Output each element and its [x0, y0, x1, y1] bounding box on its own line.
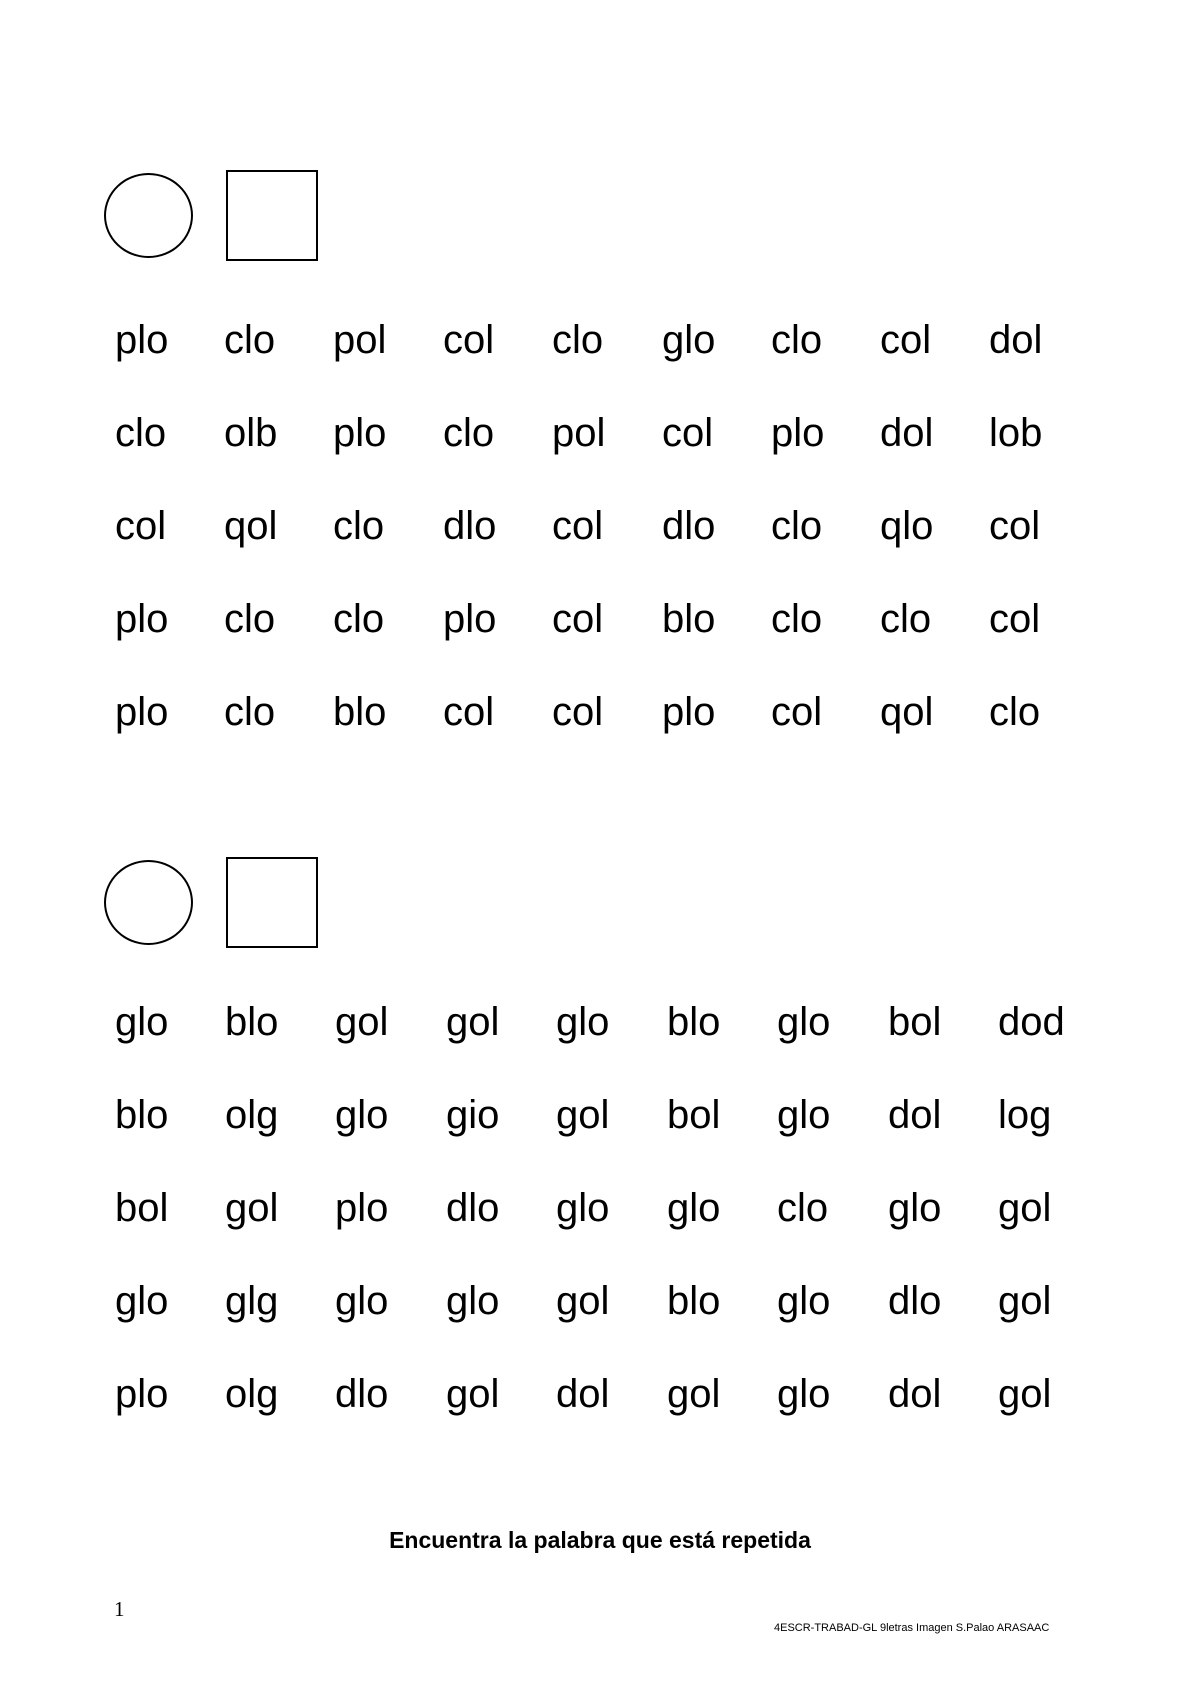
circle-answer-box [104, 860, 193, 945]
word-item: glo [115, 1000, 169, 1044]
word-item: gol [667, 1372, 721, 1416]
word-item: glo [888, 1186, 942, 1230]
footer-credit: 4ESCR-TRABAD-GL 9letras Imagen S.Palao ARASAAC [774, 1622, 1050, 1634]
word-item: bol [888, 1000, 942, 1044]
word-item: clo [989, 690, 1041, 734]
word-item: glo [777, 1279, 831, 1323]
word-item: clo [777, 1186, 829, 1230]
word-item: col [443, 318, 495, 362]
word-item: glo [777, 1000, 831, 1044]
square-answer-box [226, 857, 318, 948]
word-item: clo [333, 597, 385, 641]
word-item: col [115, 504, 167, 548]
word-item: clo [224, 690, 276, 734]
word-item: glo [556, 1000, 610, 1044]
word-item: qol [224, 504, 278, 548]
page-number: 1 [114, 1597, 125, 1621]
word-item: bol [667, 1093, 721, 1137]
word-item: clo [880, 597, 932, 641]
circle-answer-box [104, 173, 193, 258]
word-item: dol [880, 411, 934, 455]
word-item: col [552, 690, 604, 734]
word-item: dlo [888, 1279, 942, 1323]
word-item: gol [998, 1279, 1052, 1323]
word-item: pol [552, 411, 606, 455]
word-item: pol [333, 318, 387, 362]
word-item: glo [777, 1372, 831, 1416]
word-item: dol [556, 1372, 610, 1416]
word-item: lob [989, 411, 1043, 455]
word-item: blo [225, 1000, 279, 1044]
word-item: plo [771, 411, 825, 455]
word-item: blo [667, 1279, 721, 1323]
word-item: glo [667, 1186, 721, 1230]
word-item: blo [662, 597, 716, 641]
word-item: gol [998, 1186, 1052, 1230]
word-item: olb [224, 411, 278, 455]
word-item: col [443, 690, 495, 734]
word-item: plo [115, 318, 169, 362]
word-item: qlo [880, 504, 934, 548]
square-answer-box [226, 170, 318, 261]
word-item: clo [771, 504, 823, 548]
word-item: gol [335, 1000, 389, 1044]
word-item: glo [115, 1279, 169, 1323]
word-item: glo [556, 1186, 610, 1230]
word-item: dol [888, 1372, 942, 1416]
word-item: gol [446, 1000, 500, 1044]
word-item: gol [225, 1186, 279, 1230]
word-item: gol [556, 1279, 610, 1323]
word-item: plo [662, 690, 716, 734]
word-item: plo [333, 411, 387, 455]
word-item: olg [225, 1093, 279, 1137]
word-item: log [998, 1093, 1052, 1137]
word-item: clo [771, 318, 823, 362]
word-item: blo [115, 1093, 169, 1137]
word-item: clo [443, 411, 495, 455]
word-item: plo [443, 597, 497, 641]
word-item: clo [224, 318, 276, 362]
word-item: glo [335, 1279, 389, 1323]
word-item: dod [998, 1000, 1065, 1044]
word-item: glo [662, 318, 716, 362]
word-item: plo [115, 597, 169, 641]
word-item: blo [333, 690, 387, 734]
word-item: bol [115, 1186, 169, 1230]
word-item: clo [224, 597, 276, 641]
word-item: gol [446, 1372, 500, 1416]
word-item: dlo [662, 504, 716, 548]
word-item: qol [880, 690, 934, 734]
word-item: glo [335, 1093, 389, 1137]
word-item: dlo [446, 1186, 500, 1230]
word-item: gol [998, 1372, 1052, 1416]
word-item: plo [115, 1372, 169, 1416]
word-item: col [771, 690, 823, 734]
word-item: plo [335, 1186, 389, 1230]
word-item: col [552, 504, 604, 548]
word-item: olg [225, 1372, 279, 1416]
exercise-2-answer-shapes [104, 857, 318, 948]
word-item: col [552, 597, 604, 641]
word-item: plo [115, 690, 169, 734]
word-item: glg [225, 1279, 279, 1323]
exercise-1-answer-shapes [104, 170, 318, 261]
word-item: dlo [443, 504, 497, 548]
instruction-text: Encuentra la palabra que está repetida [389, 1527, 811, 1553]
word-item: dol [989, 318, 1043, 362]
word-item: clo [333, 504, 385, 548]
word-item: blo [667, 1000, 721, 1044]
word-item: clo [771, 597, 823, 641]
word-item: clo [115, 411, 167, 455]
word-item: dlo [335, 1372, 389, 1416]
word-item: col [989, 504, 1041, 548]
word-item: col [880, 318, 932, 362]
word-item: glo [446, 1279, 500, 1323]
word-item: glo [777, 1093, 831, 1137]
word-item: gio [446, 1093, 500, 1137]
word-item: gol [556, 1093, 610, 1137]
word-item: dol [888, 1093, 942, 1137]
word-item: clo [552, 318, 604, 362]
word-item: col [662, 411, 714, 455]
word-item: col [989, 597, 1041, 641]
